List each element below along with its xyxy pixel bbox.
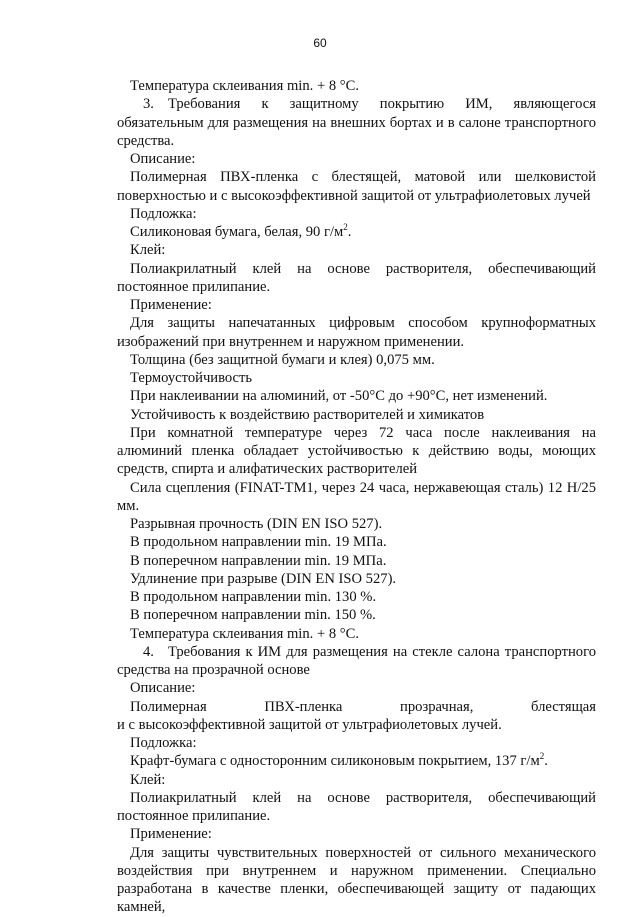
- paragraph: [117, 387, 596, 405]
- paragraph-text: Устойчивость к воздействию растворителей и химикатов: [130, 406, 485, 423]
- superscript: 2: [343, 222, 348, 233]
- paragraph-text: Полимерная ПВХ-пленка прозрачная, блестящая: [130, 698, 596, 715]
- paragraph: [117, 406, 596, 424]
- paragraph-text: Термоустойчивость: [130, 370, 253, 386]
- paragraph: [117, 606, 596, 624]
- paragraph-text: Температура склеивания min. + 8 °C.: [130, 625, 359, 642]
- paragraph: [117, 351, 596, 369]
- page-number: 60: [313, 36, 327, 50]
- paragraph-text: Полимерная ПВХ-пленка с блестящей, матовой или шелковистой поверхностью и с высокоэффективной защитой от ультрафиолетовых лучей: [117, 169, 596, 204]
- paragraph-text: Подложка:: [130, 735, 197, 751]
- paragraph: [117, 679, 596, 697]
- paragraph: [117, 588, 596, 606]
- paragraph: [117, 771, 596, 789]
- paragraph-text: Полиакрилатный клей на основе растворителя, обеспечивающий постоянное прилипание.: [117, 789, 596, 824]
- paragraph: [117, 698, 596, 716]
- paragraph-text: В поперечном направлении min. 19 МПа.: [130, 552, 387, 569]
- paragraph-text: и с высокоэффективной защитой от ультрафиолетовых лучей.: [117, 716, 502, 733]
- paragraph-text: Требования к ИМ для размещения на стекле салона транспортного средства на прозрачной основе: [117, 643, 596, 678]
- paragraph: [117, 424, 596, 479]
- paragraph-text: Полиакрилатный клей на основе растворителя, обеспечивающий постоянное прилипание.: [117, 260, 596, 295]
- paragraph: [117, 752, 596, 770]
- paragraph-text: Крафт-бумага с односторонним силиконовым покрытием, 137 г/м: [130, 753, 540, 770]
- paragraph: [117, 533, 596, 551]
- paragraph-text: Применение:: [130, 826, 212, 843]
- paragraph: [117, 296, 596, 314]
- paragraph-text: Сила сцепления (FINAT-TM1, через 24 часа, нержавеющая сталь) 12 Н/25 мм.: [117, 479, 596, 514]
- paragraph: [117, 260, 596, 297]
- paragraph: [117, 643, 596, 680]
- paragraph: [117, 241, 596, 259]
- paragraph: [117, 625, 596, 643]
- paragraph: [117, 825, 596, 843]
- superscript: 2: [539, 751, 545, 762]
- paragraph-text: При наклеивании на алюминий, от -50°С до +90°С, нет изменений.: [130, 388, 548, 405]
- document-body: [117, 77, 596, 917]
- paragraph-text: Силиконовая бумага, белая, 90 г/м: [130, 224, 344, 240]
- paragraph-text: В поперечном направлении min. 150 %.: [130, 607, 376, 624]
- paragraph: [117, 369, 596, 387]
- paragraph: [117, 552, 596, 570]
- paragraph: [117, 570, 596, 588]
- paragraph: [117, 844, 596, 917]
- section-number: 3.: [143, 96, 154, 113]
- paragraph-text: Клей:: [130, 771, 166, 788]
- section-number: 4.: [143, 643, 154, 660]
- paragraph: [117, 314, 596, 351]
- paragraph-text: При комнатной температуре через 72 часа после наклеивания на алюминий пленка обладает устойчивостью к действию воды, моющих средств, спирта и алифатических растворителей: [117, 424, 596, 478]
- paragraph: [117, 734, 596, 752]
- paragraph-tail: .: [347, 224, 352, 240]
- paragraph-text: Подложка:: [130, 205, 197, 222]
- paragraph-text: Удлинение при разрыве (DIN EN ISO 527).: [130, 570, 397, 587]
- paragraph-tail: .: [544, 753, 548, 770]
- paragraph: [117, 479, 596, 516]
- paragraph-text: Описание:: [130, 151, 196, 167]
- paragraph-text: Требования к защитному покрытию ИМ, являющегося обязательным для размещения на внешних бортах и в салоне транспортного средства.: [117, 96, 596, 149]
- paragraph: [117, 716, 596, 734]
- paragraph-text: Для защиты чувствительных поверхностей от сильного механического воздействия при внутреннем и наружном применении. Специально разработана в качестве пленки, обеспечивающей защиту от падающих камней,: [117, 844, 596, 916]
- paragraph: [117, 150, 596, 168]
- paragraph-text: В продольном направлении min. 19 МПа.: [130, 534, 387, 551]
- paragraph: [117, 515, 596, 533]
- paragraph-text: Температура склеивания min. + 8 °C.: [130, 78, 359, 94]
- paragraph-text: Применение:: [130, 297, 212, 313]
- paragraph-text: Клей:: [130, 242, 166, 259]
- paragraph: [117, 77, 596, 95]
- paragraph: [117, 168, 596, 205]
- paragraph-text: Толщина (без защитной бумаги и клея) 0,075 мм.: [130, 351, 435, 368]
- paragraph: [117, 95, 596, 150]
- paragraph-text: В продольном направлении min. 130 %.: [130, 589, 377, 605]
- paragraph: [117, 223, 596, 241]
- paragraph-text: Для защиты напечатанных цифровым способом крупноформатных изображений при внутреннем и наружном применении.: [117, 315, 596, 350]
- paragraph-text: Описание:: [130, 680, 196, 697]
- paragraph-text: Разрывная прочность (DIN EN ISO 527).: [130, 516, 383, 532]
- paragraph: [117, 789, 596, 826]
- paragraph: [117, 205, 596, 223]
